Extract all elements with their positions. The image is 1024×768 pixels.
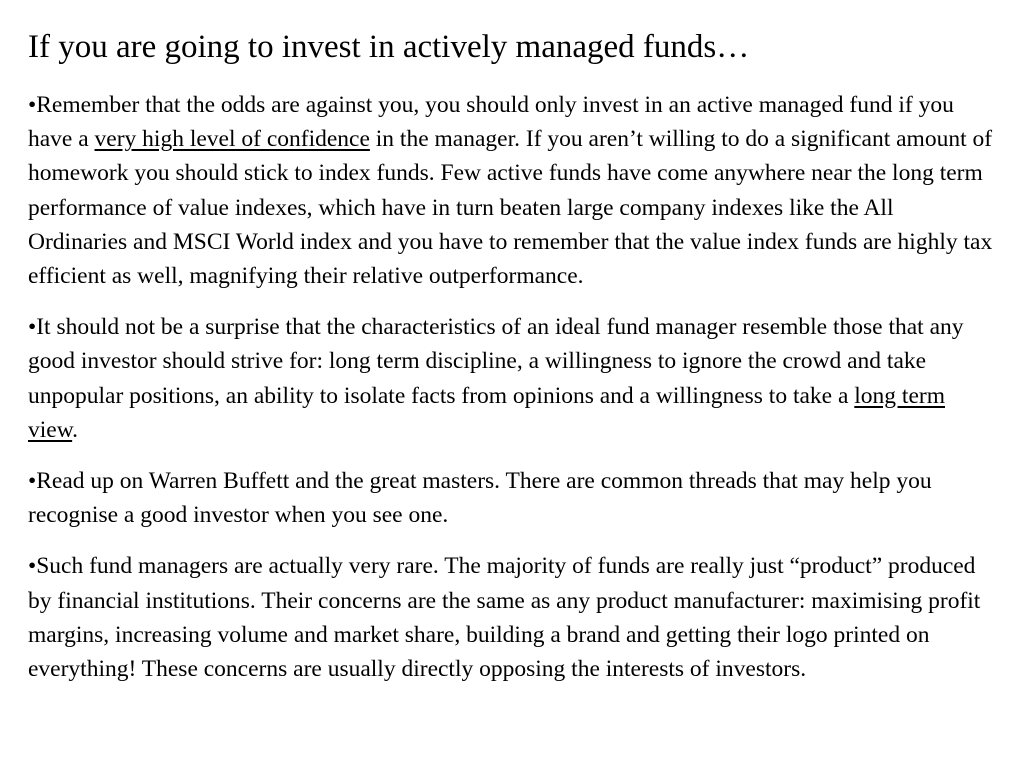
- bullet-item: [28, 310, 998, 447]
- underlined-phrase: very high level of confidence: [94, 126, 370, 153]
- bullet-item: [28, 464, 998, 532]
- bullet-marker: •: [28, 553, 37, 580]
- bullet-text: Such fund managers are actually very rare. The majority of funds are really just “product” produced by financial institutions. Their concerns are the same as any product manufacturer: maximising profit margins, increasing volume and market share, building a brand and getting their logo printed on everything! These concerns are usually directly opposing the interests of investors.: [28, 553, 981, 683]
- slide-title: If you are going to invest in actively managed funds…: [28, 29, 750, 65]
- bullet-text: .: [72, 416, 79, 443]
- bullet-marker: •: [28, 92, 37, 118]
- bullet-text: It should not be a surprise that the characteristics of an ideal fund manager resemble those that any good investor should strive for: long term discipline, a willingness to ignore the crowd and take unpopular positions, an ability to isolate facts from opinions and a willingness to take a: [28, 314, 964, 409]
- bullet-text: Read up on Warren Buffett and the great masters. There are common threads that may help you recognise a good investor when you see one.: [28, 468, 932, 529]
- underlined-phrase: long term view: [28, 382, 945, 443]
- bullet-marker: •: [28, 468, 37, 495]
- bullet-item: [28, 88, 998, 293]
- bullet-list: [28, 88, 998, 703]
- bullet-text: Remember that the odds are against you, you should only invest in an active managed fund if you have a: [28, 92, 954, 153]
- bullet-item: [28, 549, 998, 686]
- bullet-marker: •: [28, 314, 37, 341]
- bullet-text: in the manager. If you aren’t willing to do a significant amount of homework you should stick to index funds. Few active funds have come anywhere near the long term performance of value indexes, which have in turn beaten large company indexes like the All Ordinaries and MSCI World index and you have to remember that the value index funds are highly tax efficient as well, magnifying their relative outperformance.: [28, 126, 993, 290]
